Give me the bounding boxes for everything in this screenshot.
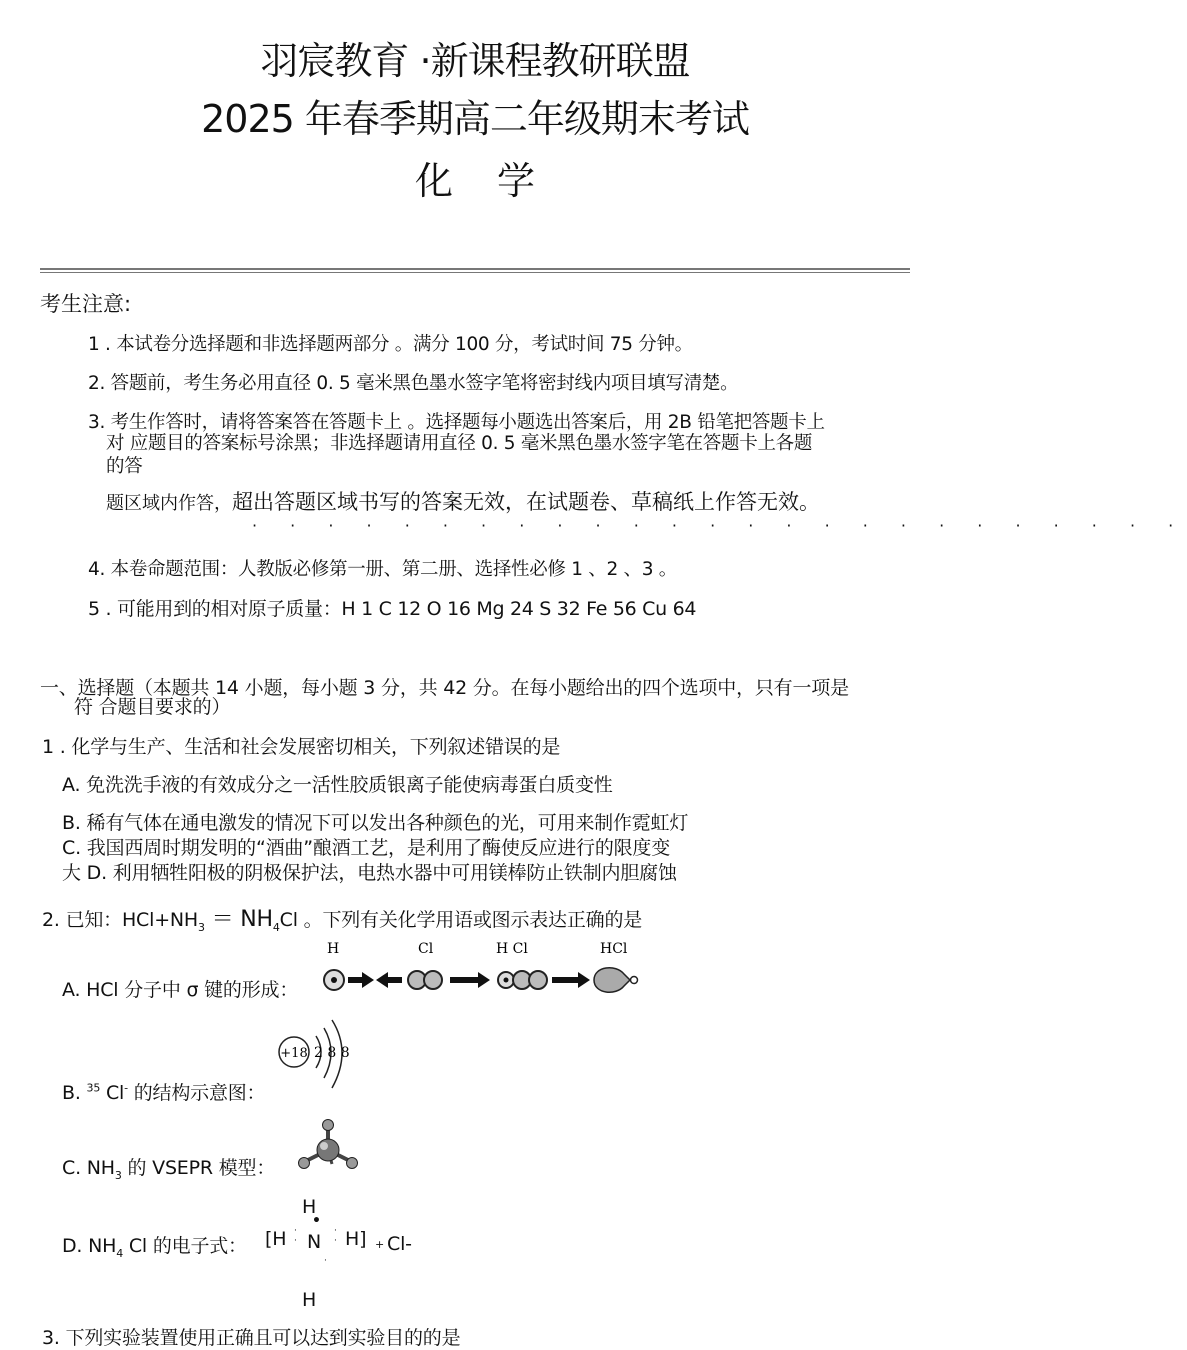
electron-formula-h-top: H — [302, 1196, 317, 1218]
q2-d-post: Cl 的电子式： — [123, 1235, 247, 1257]
q2-b-pre: B. — [62, 1082, 81, 1104]
notice-item-3-small-text: 题区域内作答， — [106, 493, 232, 514]
q2-b-post: 的结构示意图： — [127, 1082, 266, 1104]
chloride-structure-diagram — [272, 1016, 362, 1098]
notice-item-3-line-d — [106, 486, 820, 516]
label-h: H — [327, 941, 340, 957]
electron-formula-right-bracket: H] — [345, 1228, 367, 1250]
q2-d-pre: D. NH — [62, 1235, 117, 1257]
vsepr-model-figure — [292, 1114, 364, 1176]
q2-option-c-text — [62, 1153, 275, 1182]
notice-item-3-line-a: 3. 考生作答时，请将答案答在答题卡上 。选择题每小题选出答案后，用 2B 铅笔把答题卡上 — [88, 412, 825, 433]
q2-sub-4: 4 — [272, 920, 280, 934]
q1-option-d: 大 D. 利用牺牲阳极的阴极保护法，电热水器中可用镁棒防止铁制内胆腐蚀 — [62, 862, 677, 884]
q3-stem: 3. 下列实验装置使用正确且可以达到实验目的的是 — [42, 1327, 461, 1349]
header-exam-title: 2025 年春季期高二年级期末考试 — [201, 97, 749, 141]
q2-option-b-text — [62, 1078, 265, 1105]
header-line1: 羽宸教育 ·新课程教研联盟 — [260, 39, 690, 83]
label-hcl: HCl — [600, 941, 628, 957]
q2-c-pre: C. NH — [62, 1157, 115, 1179]
electron-shells: 2 8 8 — [314, 1045, 350, 1061]
label-h-cl: H Cl — [496, 941, 528, 957]
section-1-title-b: 符 合题目要求的） — [74, 696, 231, 718]
notice-item-5: 5 . 可能用到的相对原子质量：H 1 C 12 O 16 Mg 24 S 32 Fe 56 Cu 64 — [88, 598, 697, 620]
notice-title: 考生注意: — [40, 292, 132, 316]
q2-stem-eq: ＝ NH — [204, 907, 273, 932]
q2-stem-post: Cl 。下列有关化学用语或图示表达正确的是 — [279, 909, 643, 931]
label-cl: Cl — [418, 941, 434, 957]
notice-item-3-line-c: 的答 — [106, 456, 143, 477]
electron-formula-left-bracket: [H — [265, 1228, 287, 1250]
q1-option-c: C. 我国西周时期发明的“酒曲”酿酒工艺，是利用了酶使反应进行的限度变 — [62, 837, 671, 859]
divider-top — [40, 268, 910, 270]
q2-option-a-text: A. HCl 分子中 σ 键的形成： — [62, 979, 299, 1001]
nucleus-charge: +18 — [280, 1046, 308, 1061]
emphasis-dots: · · · · · · · · · · · · · · · · · · · · · · · · · — [252, 516, 1187, 535]
electron-dot-top: • — [312, 1213, 321, 1229]
notice-item-4: 4. 本卷命题范围：人教版必修第一册、第二册、选择性必修 1 、2 、3 。 — [88, 559, 677, 580]
q1-option-a: A. 免洗洗手液的有效成分之一活性胶质银离子能使病毒蛋白质变性 — [62, 774, 613, 796]
q2-sub-3: 3 — [198, 920, 205, 934]
notice-item-3-emphasis-text: 超出答题区域书写的答案无效，在试题卷、草稿纸上作答无效。 — [232, 490, 820, 514]
notice-item-1: 1 . 本试卷分选择题和非选择题两部分 。满分 100 分，考试时间 75 分钟。 — [88, 334, 693, 355]
q2-b-charge: - — [124, 1081, 128, 1095]
notice-item-2: 2. 答题前，考生务必用直径 0. 5 毫米黑色墨水签字笔将密封线内项目填写清楚。 — [88, 373, 739, 394]
electron-dots-right: · · — [334, 1226, 337, 1246]
header-subject: 化学 — [414, 159, 579, 203]
electron-formula-plus: + — [375, 1238, 385, 1251]
q1-stem: 1 . 化学与生产、生活和社会发展密切相关，下列叙述错误的是 — [42, 736, 561, 758]
q2-d-sub: 4 — [116, 1246, 124, 1260]
electron-formula-nitrogen: N — [307, 1231, 322, 1253]
q2-option-d-text — [62, 1231, 247, 1260]
sigma-bond-formation-figure — [318, 938, 648, 998]
q2-c-post: 的 VSEPR 模型： — [121, 1157, 276, 1179]
q1-option-b: B. 稀有气体在通电激发的情况下可以发出各种颜色的光，可用来制作霓虹灯 — [62, 812, 689, 834]
electron-formula-chloride: Cl- — [387, 1233, 412, 1255]
q2-stem-pre: 2. 已知：HCl+NH — [42, 909, 199, 931]
divider-bottom — [40, 272, 910, 273]
section-1-title-a: 一、选择题（本题共 14 小题，每小题 3 分，共 42 分。在每小题给出的四个选项中，只有一项是 — [40, 677, 849, 699]
q2-stem — [42, 902, 642, 934]
electron-dots-bottom: · — [324, 1256, 327, 1266]
q2-c-sub: 3 — [114, 1168, 122, 1182]
electron-formula-h-bottom: H — [302, 1289, 317, 1311]
electron-dots-left: · · — [294, 1226, 297, 1246]
q2-b-mass: 35 — [86, 1081, 101, 1095]
q2-b-element: Cl — [100, 1082, 125, 1104]
notice-item-3-line-b: 对 应题目的答案标号涂黑；非选择题请用直径 0. 5 毫米黑色墨水签字笔在答题卡上各题 — [106, 433, 813, 454]
